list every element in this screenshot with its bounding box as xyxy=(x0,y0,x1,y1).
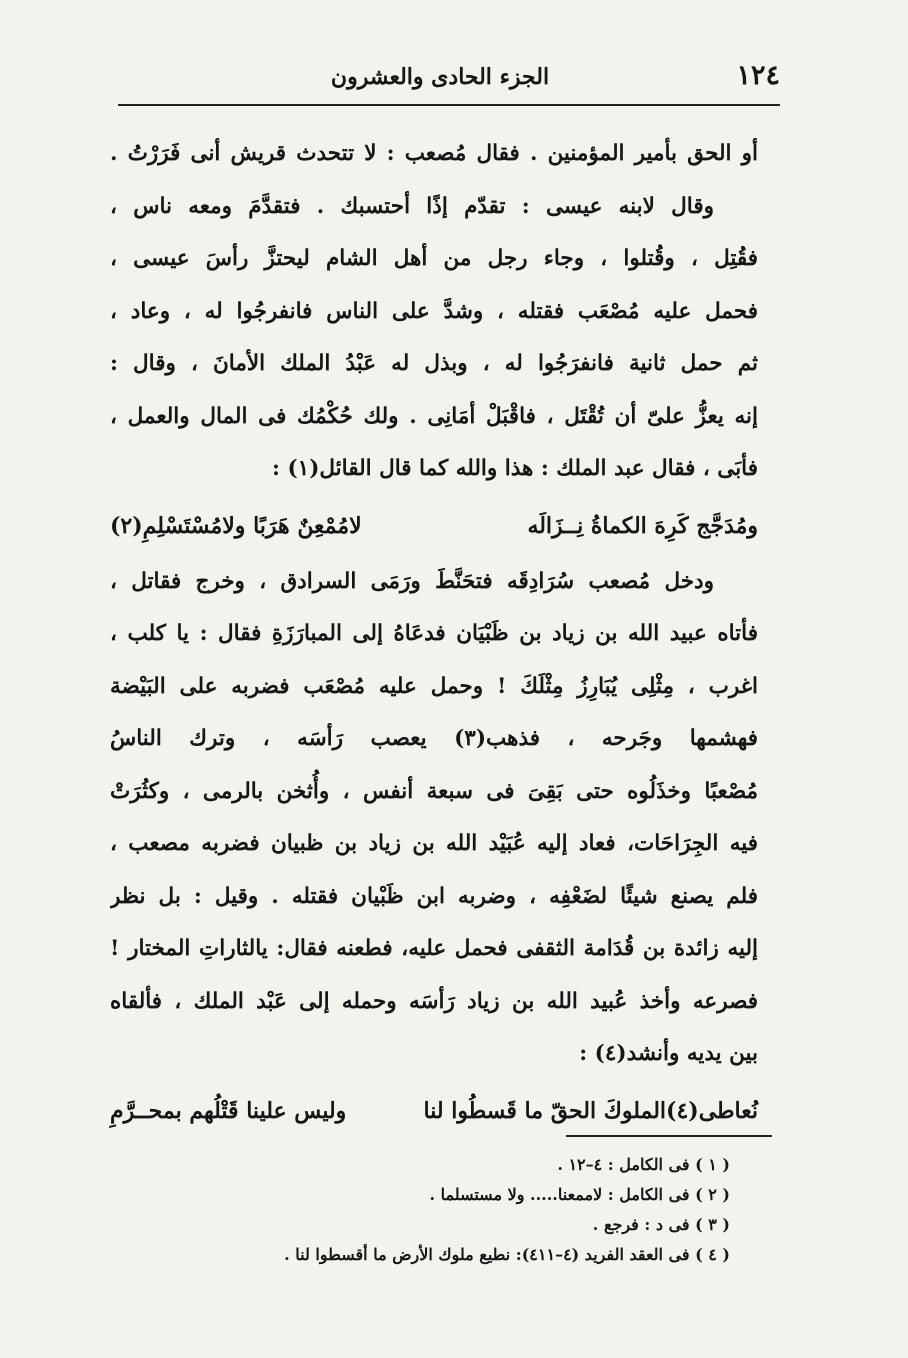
text-line: فأتاه عبيد الله بن زياد بن ظَبْيَان فدعَاهُ إلى المبارَزَةِ فقال : يا كلب ، xyxy=(110,621,758,646)
header-divider xyxy=(118,104,780,106)
verse-first-hemistich: نُعاطى(٤)الملوكَ الحقّ ما قَسطُوا لنا xyxy=(423,1097,758,1124)
text-line: فيه الجِرَاحَات، فعاد إليه عُبَيْد الله بن زياد بن ظبيان فضربه مصعب ، xyxy=(110,831,758,856)
text-line: إليه زائدة بن قُدَامة الثقفى فحمل عليه، فطعنه فقال: يالثاراتِ المختار ! xyxy=(110,936,758,961)
text-line: إنه يعزُّ علىّ أن تُقْتَل ، فاقْبَلْ أمَانِى . ولك حُكْمُك فى المال والعمل ، xyxy=(110,403,758,429)
text-line: فقُتِل ، وقُتلوا ، وجاء رجل من أهل الشام ليحتزَّ رأسَ عيسى ، xyxy=(110,246,758,271)
text-line: فهشمها وجَرحه ، فذهب(٣) يعصب رَأسَه ، وترك الناسُ xyxy=(110,726,758,751)
text-line: فلم يصنع شيئًا لضَعْفِه ، وضربه ابن ظَبْيان فقتله . وقيل : بل نظر xyxy=(110,883,758,909)
text-line: أو الحق بأمير المؤمنين . فقال مُصعب : لا تتحدث قريش أنى فَرَرْتُ . xyxy=(110,141,758,166)
footnote: ( ٢ ) فى الكامل : لاممعنا..... ولا مستسلما . xyxy=(429,1185,730,1204)
text-line: فحمل عليه مُصْعَب فقتله ، وشدَّ على الناس فانفرجُوا له ، وعاد ، xyxy=(110,298,758,324)
text-line: وقال لابنه عيسى : تقدّم إذًا أحتسبك . فتقدَّمَ ومعه ناس ، xyxy=(110,193,714,219)
verse-first-hemistich: ومُدَجَّج كَرِهَ الكماةُ نِــزَالَه xyxy=(527,512,758,539)
verse-second-hemistich: وليس علينا قَتْلُهم بمحــرَّمِ xyxy=(110,1097,347,1124)
text-line: فأبَى ، فقال عبد الملك : هذا والله كما قال القائل(١) : xyxy=(272,456,758,481)
footnotes xyxy=(150,1150,730,1270)
main-text xyxy=(110,128,758,1141)
verse-second-hemistich: لامُمْعِنٌ هَرَبًا ولامُسْتَسْلِمِ(٢) xyxy=(110,512,362,539)
footnote: ( ٣ ) فى د : فرجع . xyxy=(592,1215,730,1234)
text-line: بين يديه وأنشد(٤) : xyxy=(579,1041,758,1066)
running-title: الجزء الحادى والعشرون xyxy=(330,64,550,90)
text-line: مُصْعبًا وخذَلُوه حتى بَقِىَ فى سبعة أنفس ، وأُثخن بالرمى ، وكثُرَتْ xyxy=(110,778,758,804)
page-number: ١٢٤ xyxy=(736,60,780,91)
footnotes-divider xyxy=(566,1135,772,1137)
text-line: اغرب ، مِثْلِى يُبَارِزُ مِثْلَكَ ! وحمل عليه مُصْعَب فضربه على البَيْضة xyxy=(110,673,758,699)
page-header xyxy=(118,56,780,102)
text-line: ثم حمل ثانية فانفرَجُوا له ، وبذل له عَبْدُ الملك الأمانَ ، وقال : xyxy=(110,351,758,376)
poetry-verse xyxy=(110,1081,758,1141)
text-line: فصرعه وأخذ عُبيد الله بن زياد رَأسَه وحمله إلى عَبْد الملك ، فألقاه xyxy=(110,988,758,1014)
text-line: ودخل مُصعب سُرَادِقَه فتحَنَّطَ ورَمَى السرادق ، وخرج فقاتل ، xyxy=(110,568,714,594)
footnote: ( ٤ ) فى العقد الفريد (٤–٤١١): نطيع ملوك الأرض ما أقسطوا لنا . xyxy=(284,1245,730,1264)
footnote: ( ١ ) فى الكامل : ٤–١٢ . xyxy=(557,1155,730,1174)
poetry-verse xyxy=(110,496,758,556)
